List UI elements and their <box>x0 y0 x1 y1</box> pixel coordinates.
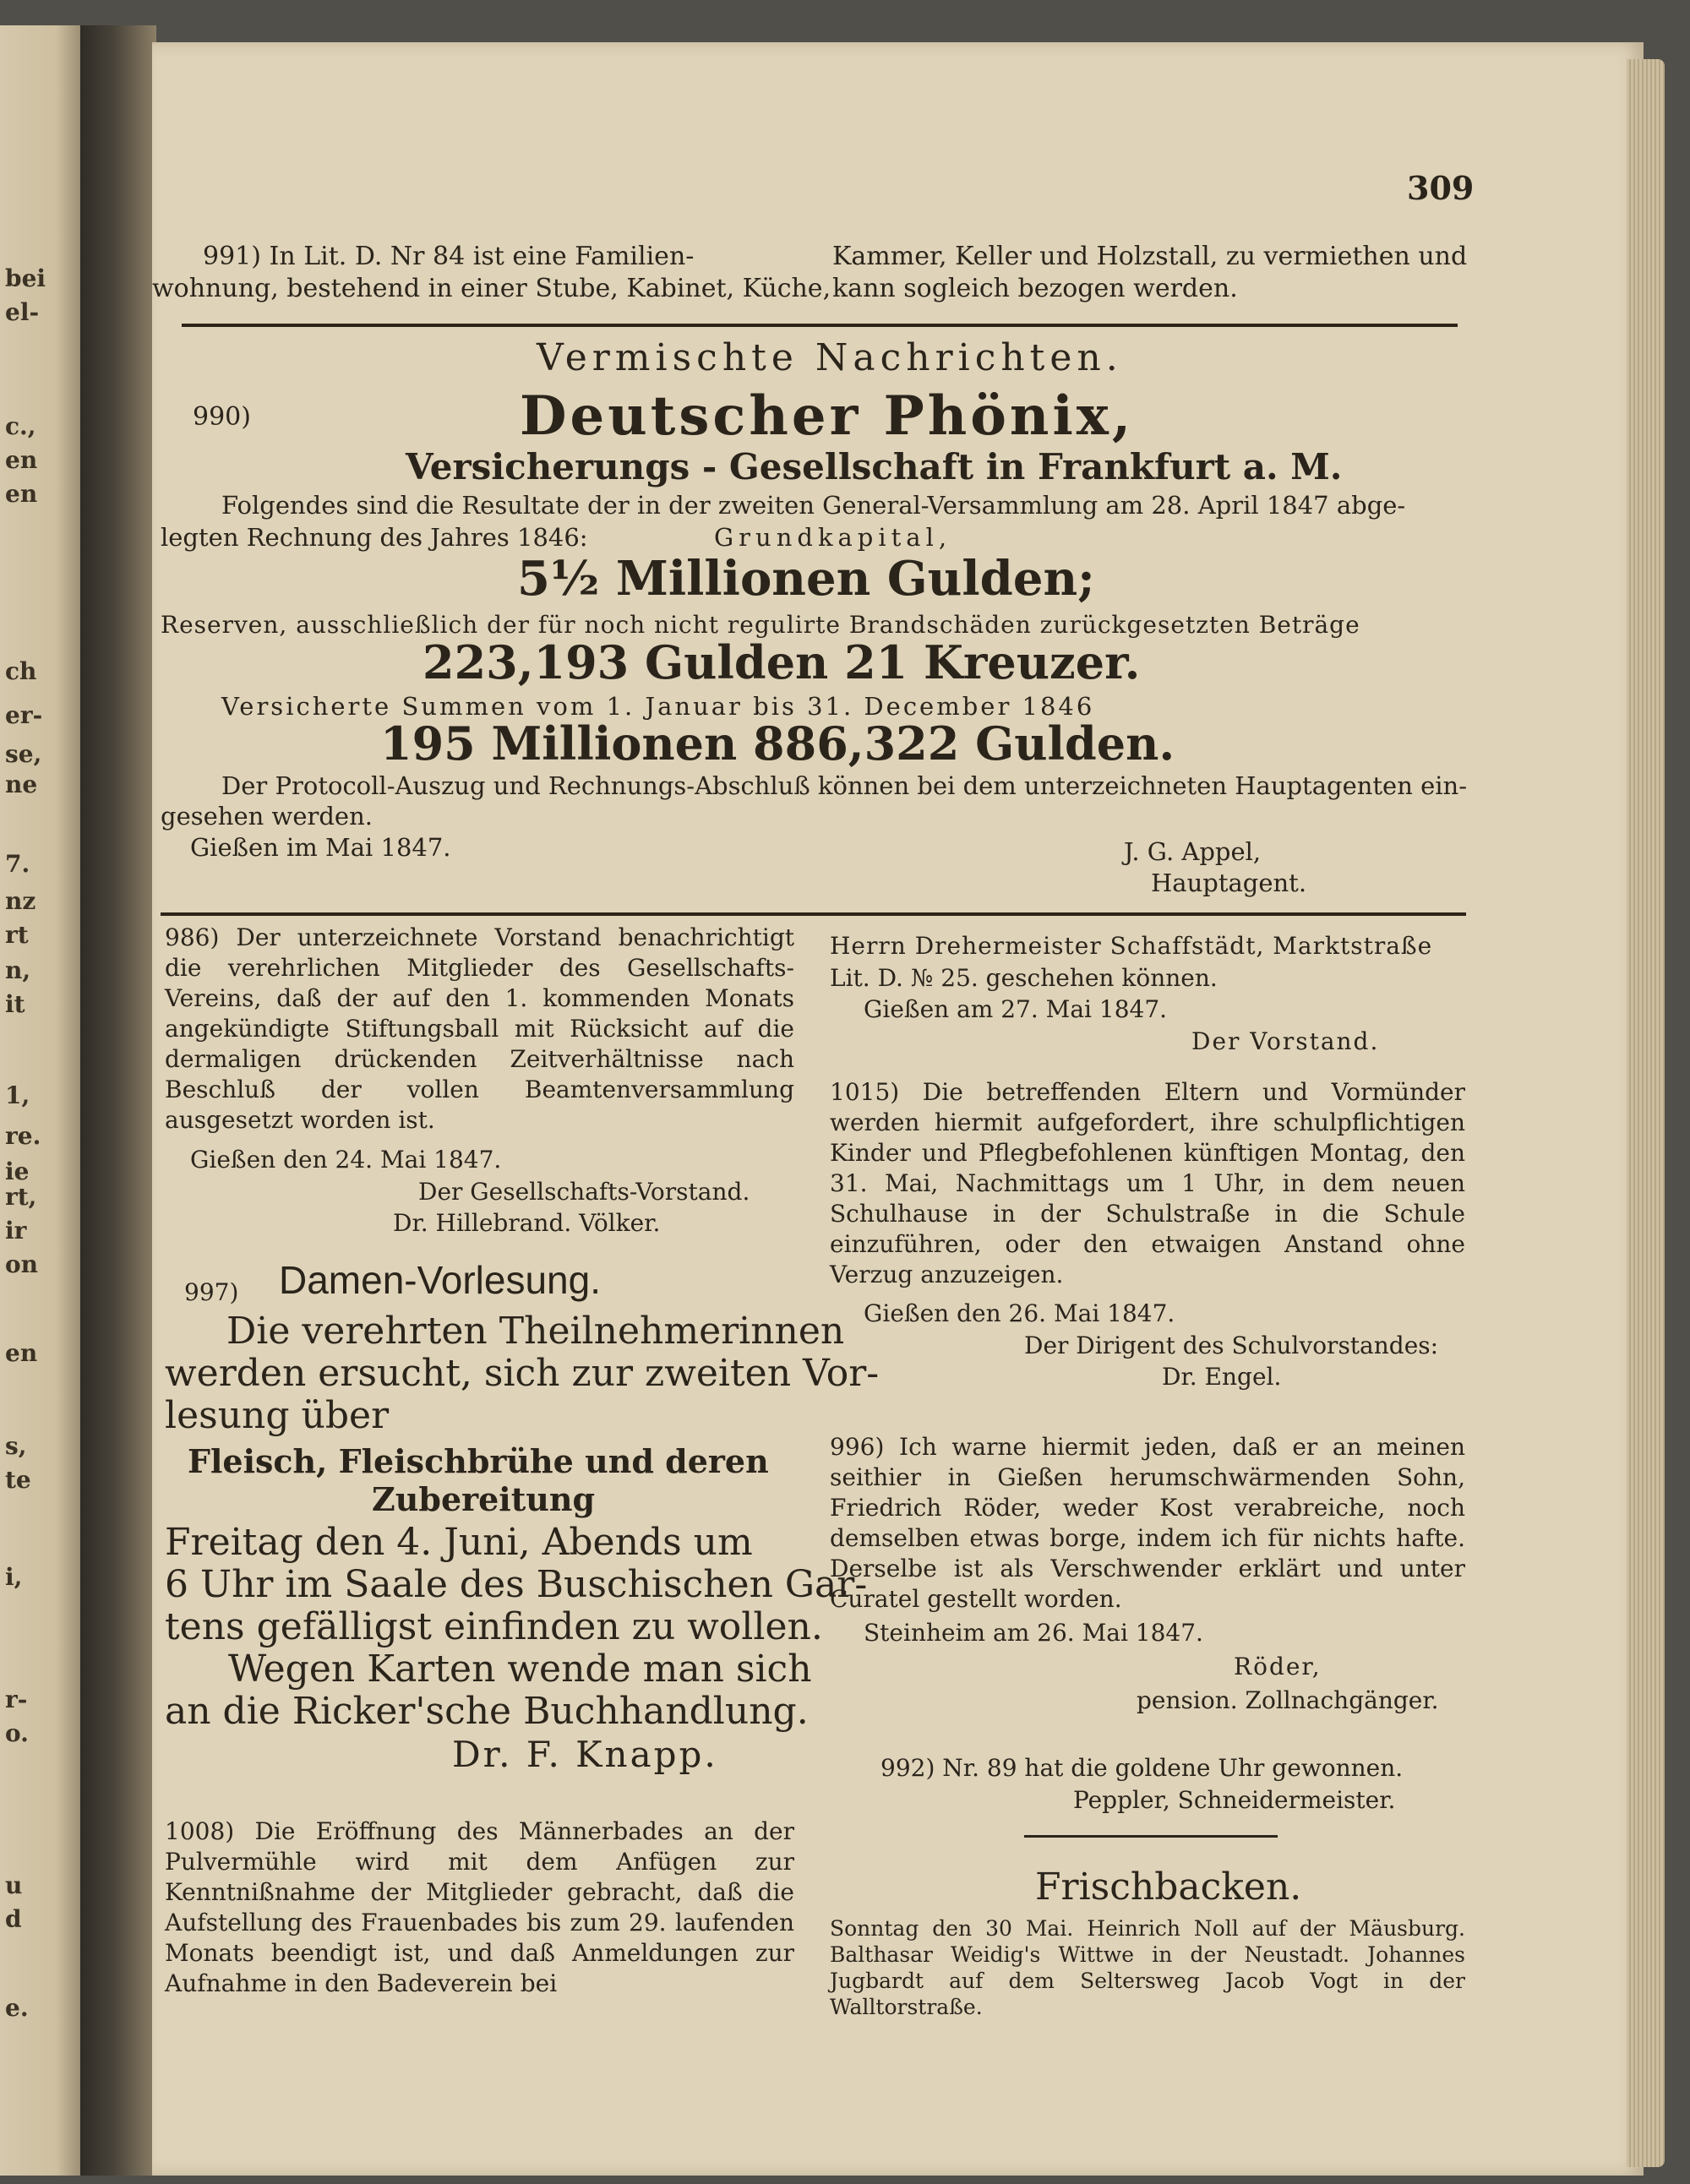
phoenix-note-line2: gesehen werden. <box>161 802 373 831</box>
phoenix-capital-label: Grundkapital, <box>714 523 952 552</box>
ad-996-signer: Röder, <box>1234 1653 1322 1680</box>
facing-fragment: rt <box>5 921 29 949</box>
facing-fragment: on <box>5 1250 39 1278</box>
section-heading: Vermischte Nachrichten. <box>537 336 1123 379</box>
short-rule <box>1024 1835 1278 1838</box>
facing-fragment: er- <box>5 701 43 729</box>
ad-997-line1: Die verehrten Theilnehmerinnen <box>226 1310 845 1353</box>
ad-991-left-line2: wohnung, bestehend in einer Stube, Kabinet, Küche, <box>152 274 831 303</box>
facing-page-edge <box>0 25 80 2176</box>
ad-997-title: Damen-Vorlesung. <box>279 1258 601 1302</box>
facing-fragment: it <box>5 990 25 1018</box>
ad-1015-place-date: Gießen den 26. Mai 1847. <box>864 1299 1175 1327</box>
phoenix-note-line1: Der Protocoll-Auszug und Rechnungs-Abschluß können bei dem unterzeichneten Hauptagenten ein- <box>221 771 1468 800</box>
divider-rule <box>182 324 1458 327</box>
ad-997-line8: an die Ricker'sche Buchhandlung. <box>165 1690 809 1733</box>
ad-986-cont-line1: Herrn Drehermeister Schaffstädt, Marktstraße <box>830 932 1433 960</box>
ad-1015-text: 1015) Die betreffenden Eltern und Vormünder werden hiermit aufgefordert, ihre schulpflichtigen Kinder und Pflegbefohlenen künftigen Montag, den 31. Mai, Nachmittags um 1 Uhr, in dem neuen Schulhause in der Schulstraße in die Schule einzuführen, oder den etwaigen Anstand ohne Verzug anzuzeigen. <box>830 1078 1465 1288</box>
phoenix-reserves: 223,193 Gulden 21 Kreuzer. <box>422 635 1141 689</box>
phoenix-signer-title: Hauptagent. <box>1151 869 1307 897</box>
phoenix-insured: 195 Millionen 886,322 Gulden. <box>380 716 1175 771</box>
facing-fragment: s, <box>5 1432 27 1460</box>
ad-986-names: Dr. Hillebrand. Völker. <box>393 1209 661 1237</box>
ad-986-cont-line2: Lit. D. № 25. geschehen können. <box>830 964 1218 992</box>
page-number: 309 <box>1407 169 1475 207</box>
facing-fragment: i, <box>5 1563 23 1591</box>
facing-fragment: nz <box>5 887 36 915</box>
facing-fragment: bei <box>5 264 46 292</box>
ad-986-cont-place-date: Gießen am 27. Mai 1847. <box>864 995 1168 1023</box>
phoenix-place-date: Gießen im Mai 1847. <box>190 833 451 862</box>
ad-997-line7: Wegen Karten wende man sich <box>228 1648 812 1691</box>
ad-997-line3: lesung über <box>165 1394 390 1437</box>
ad-990-number: 990) <box>193 402 251 432</box>
ad-996-place-date: Steinheim am 26. Mai 1847. <box>864 1619 1203 1647</box>
facing-fragment: en <box>5 480 38 508</box>
frischbacken-title: Frischbacken. <box>1035 1865 1302 1909</box>
ad-986-cont-signer: Der Vorstand. <box>1191 1027 1380 1055</box>
facing-fragment: d <box>5 1905 22 1933</box>
facing-fragment: n, <box>5 956 31 984</box>
ad-996-text: 996) Ich warne hiermit jeden, daß er an meinen seithier in Gießen herumschwärmenden Sohn, Friedrich Röder, weder Kost verabreiche, noch demselben etwas borge, indem ich für nichts hafte. Derselbe ist als Verschwender erklärt und unter Curatel gestellt worden. <box>830 1433 1465 1613</box>
ad-997-topic1: Fleisch, Fleischbrühe und deren <box>188 1442 769 1480</box>
ad-997-topic2: Zubereitung <box>372 1480 596 1518</box>
ad-997-line4: Freitag den 4. Juni, Abends um <box>165 1521 753 1564</box>
facing-fragment: te <box>5 1466 31 1494</box>
phoenix-intro-line1: Folgendes sind die Resultate der in der zweiten General-Versammlung am 28. April 1847 abge- <box>221 491 1406 520</box>
facing-fragment: el- <box>5 298 40 326</box>
facing-fragment: rt, <box>5 1183 37 1211</box>
phoenix-reserves-label: Reserven, ausschließlich der für noch nicht regulirte Brandschäden zurückgesetzten Beträge <box>161 611 1360 639</box>
facing-fragment: ne <box>5 771 38 798</box>
facing-fragment: ir <box>5 1217 27 1244</box>
facing-fragment: u <box>5 1871 23 1899</box>
ad-1015-name: Dr. Engel. <box>1162 1363 1282 1391</box>
ad-992-signer: Peppler, Schneidermeister. <box>1073 1786 1396 1814</box>
phoenix-title: Deutscher Phönix, <box>520 384 1135 448</box>
divider-rule <box>161 912 1466 916</box>
facing-fragment: 7. <box>5 850 30 878</box>
ad-996-signer-title: pension. Zollnachgänger. <box>1137 1686 1439 1714</box>
ad-997-line2: werden ersucht, sich zur zweiten Vor- <box>165 1352 880 1395</box>
ad-992-text: 992) Nr. 89 hat die goldene Uhr gewonnen. <box>880 1754 1404 1782</box>
facing-fragment: c., <box>5 412 36 440</box>
facing-fragment: en <box>5 446 38 474</box>
page-stack-edge <box>1627 59 1665 2167</box>
ad-991-left-line1: 991) In Lit. D. Nr 84 ist eine Familien- <box>203 242 695 271</box>
facing-fragment: re. <box>5 1122 41 1150</box>
ad-997-signer: Dr. F. Knapp. <box>452 1734 718 1775</box>
ad-997-line5: 6 Uhr im Saale des Buschischen Gar- <box>165 1563 868 1606</box>
ad-997-number: 997) <box>184 1278 239 1306</box>
book-gutter <box>80 25 156 2176</box>
ad-1008-text: 1008) Die Eröffnung des Männerbades an der Pulvermühle wird mit dem Anfügen zur Kenntnißnahme der Mitglieder gebracht, daß die Aufstellung des Frauenbades bis zum 29. laufenden Monats beendigt ist, und daß Anmeldungen zur Aufnahme in den Badeverein bei <box>165 1817 794 1997</box>
phoenix-insured-label: Versicherte Summen vom 1. Januar bis 31. December 1846 <box>221 692 1095 721</box>
ad-986-text: 986) Der unterzeichnete Vorstand benachrichtigt die verehrlichen Mitglieder des Gesellschafts-Vereins, daß der auf den 1. kommenden Monats angekündigte Stiftungsball mit Rücksicht auf die dermaligen drückenden Zeitverhältnisse nach Beschluß der vollen Beamtenversammlung ausgesetzt worden ist. <box>165 923 794 1134</box>
facing-fragment: 1, <box>5 1081 30 1109</box>
facing-fragment: o. <box>5 1719 29 1747</box>
facing-fragment: en <box>5 1339 38 1367</box>
ad-986-signer: Der Gesellschafts-Vorstand. <box>418 1178 750 1206</box>
ad-997-line6: tens gefälligst einfinden zu wollen. <box>165 1605 823 1648</box>
facing-fragment: ie <box>5 1157 30 1185</box>
facing-fragment: r- <box>5 1686 28 1713</box>
phoenix-subtitle: Versicherungs - Gesellschaft in Frankfurt a. M. <box>406 446 1343 487</box>
phoenix-intro-line2: legten Rechnung des Jahres 1846: <box>161 523 588 552</box>
phoenix-capital: 5½ Millionen Gulden; <box>517 551 1095 607</box>
ad-991-right-line1: Kammer, Keller und Holzstall, zu vermiethen und <box>832 242 1468 271</box>
ad-986-place-date: Gießen den 24. Mai 1847. <box>190 1146 502 1174</box>
frischbacken-text: Sonntag den 30 Mai. Heinrich Noll auf der Mäusburg. Balthasar Weidig's Wittwe in der Neustadt. Johannes Jugbardt auf dem Seltersweg Jacob Vogt in der Walltorstraße. <box>830 1916 1465 2019</box>
ad-991-right-line2: kann sogleich bezogen werden. <box>832 274 1238 303</box>
facing-fragment: ch <box>5 657 37 685</box>
facing-fragment: e. <box>5 1994 29 2022</box>
ad-1015-signer: Der Dirigent des Schulvorstandes: <box>1024 1332 1439 1359</box>
phoenix-signer: J. G. Appel, <box>1124 837 1262 866</box>
facing-fragment: se, <box>5 740 42 768</box>
